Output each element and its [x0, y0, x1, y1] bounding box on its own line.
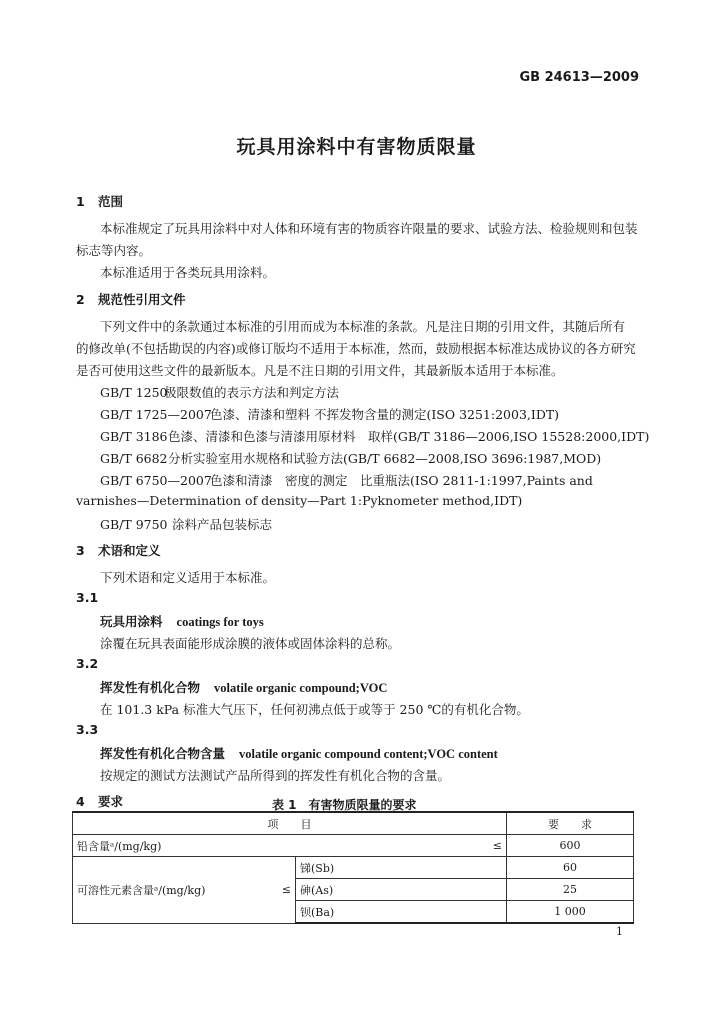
term-heading	[100, 744, 498, 762]
reference-title: 色漆、清漆和塑料 不挥发物含量的测定(ISO 3251:2003,IDT)	[210, 407, 560, 422]
term-english: volatile organic compound content;VOC content	[239, 747, 498, 761]
document-title: 玩具用涂料中有害物质限量	[236, 136, 477, 158]
term-chinese: 玩具用涂料	[100, 614, 163, 629]
section-number: 4	[76, 794, 85, 809]
requirements-table	[72, 811, 634, 924]
section-title: 规范性引用文件	[98, 292, 186, 307]
row-operator: ≤	[271, 857, 296, 924]
reference-title: 色漆和清漆 密度的测定 比重瓶法(ISO 2811-1:1997,Paints and	[210, 473, 593, 488]
reference-code: GB/T 3186	[100, 429, 168, 444]
term-english: volatile organic compound;VOC	[214, 681, 388, 695]
element-name: 钡(Ba)	[296, 901, 507, 924]
reference-item-continuation	[76, 493, 522, 508]
section-1-heading	[76, 192, 123, 210]
term-chinese: 挥发性有机化合物含量	[100, 746, 226, 761]
paragraph: 下列术语和定义适用于本标准。	[100, 570, 276, 585]
section-number: 1	[76, 194, 85, 209]
page-number: 1	[616, 925, 623, 938]
section-number: 3	[76, 543, 85, 558]
reference-code: GB/T 6682	[100, 451, 168, 466]
paragraph: 本标准适用于各类玩具用涂料。	[100, 265, 276, 280]
section-4-heading	[76, 792, 123, 810]
term-number: 3.3	[76, 722, 99, 737]
section-title: 范围	[98, 194, 124, 209]
section-2-heading	[76, 290, 186, 308]
column-header-item: 项 目	[73, 812, 507, 835]
reference-code: GB/T 6750—2007	[100, 473, 212, 488]
section-title: 术语和定义	[98, 543, 161, 558]
section-3-heading	[76, 541, 161, 559]
section-number: 2	[76, 292, 85, 307]
reference-item	[100, 383, 339, 401]
term-heading	[100, 678, 387, 696]
term-chinese: 挥发性有机化合物	[100, 680, 201, 695]
reference-item	[100, 427, 649, 445]
paragraph: 标志等内容。	[76, 243, 152, 258]
term-number: 3.1	[76, 590, 99, 605]
column-header-requirement: 要 求	[507, 812, 634, 835]
reference-title: 色漆、清漆和色漆与清漆用原材料 取样(GB/T 3186—2006,ISO 15528:2000,IDT)	[168, 429, 650, 444]
reference-item	[100, 405, 559, 423]
reference-item	[100, 515, 272, 533]
reference-code: GB/T 1725—2007	[100, 407, 212, 422]
reference-item	[100, 471, 593, 489]
element-limit: 25	[507, 879, 634, 901]
paragraph: 的修改单(不包括勘误的内容)或修订版均不适用于本标准，然而，鼓励根据本标准达成协议的各方研究	[76, 341, 636, 356]
reference-title: 分析实验室用水规格和试验方法(GB/T 6682—2008,ISO 3696:1987,MOD)	[168, 451, 602, 466]
row-label: 铅含量ᵃ/(mg/kg)	[73, 835, 296, 857]
reference-title: 涂料产品包装标志	[172, 517, 273, 532]
term-definition: 涂覆在玩具表面能形成涂膜的液体或固体涂料的总称。	[100, 636, 401, 651]
element-limit: 1 000	[507, 901, 634, 924]
term-english: coatings for toys	[176, 615, 264, 629]
term-definition: 在 101.3 kPa 标准大气压下，任何初沸点低于或等于 250 ℃的有机化合物。	[100, 702, 529, 717]
row-operator: ≤	[296, 835, 507, 857]
row-label: 可溶性元素含量ᵃ/(mg/kg)	[73, 857, 272, 924]
term-number: 3.2	[76, 656, 99, 671]
element-name: 砷(As)	[296, 879, 507, 901]
section-title: 要求	[98, 794, 124, 809]
reference-code: GB/T 9750	[100, 517, 168, 532]
reference-code: GB/T 1250	[100, 385, 168, 400]
paragraph: 本标准规定了玩具用涂料中对人体和环境有害的物质容许限量的要求、试验方法、检验规则和包装	[100, 221, 638, 236]
table-row	[73, 835, 634, 857]
reference-title: varnishes—Determination of density—Part 1:Pyknometer method,IDT)	[76, 493, 523, 508]
term-definition: 按规定的测试方法测试产品所得到的挥发性有机化合物的含量。	[100, 768, 451, 783]
paragraph: 是否可使用这些文件的最新版本。凡是不注日期的引用文件，其最新版本适用于本标准。	[76, 363, 564, 378]
table-row	[73, 857, 634, 879]
reference-item	[100, 449, 601, 467]
element-limit: 60	[507, 857, 634, 879]
paragraph: 下列文件中的条款通过本标准的引用而成为本标准的条款。凡是注日期的引用文件，其随后所有	[100, 319, 626, 334]
table-header-row	[73, 812, 634, 835]
element-name: 锑(Sb)	[296, 857, 507, 879]
standard-code: GB 24613—2009	[519, 70, 639, 85]
reference-title: 极限数值的表示方法和判定方法	[164, 385, 340, 400]
row-value: 600	[507, 835, 634, 857]
table-title: 表 1 有害物质限量的要求	[272, 798, 417, 812]
term-heading	[100, 612, 264, 630]
